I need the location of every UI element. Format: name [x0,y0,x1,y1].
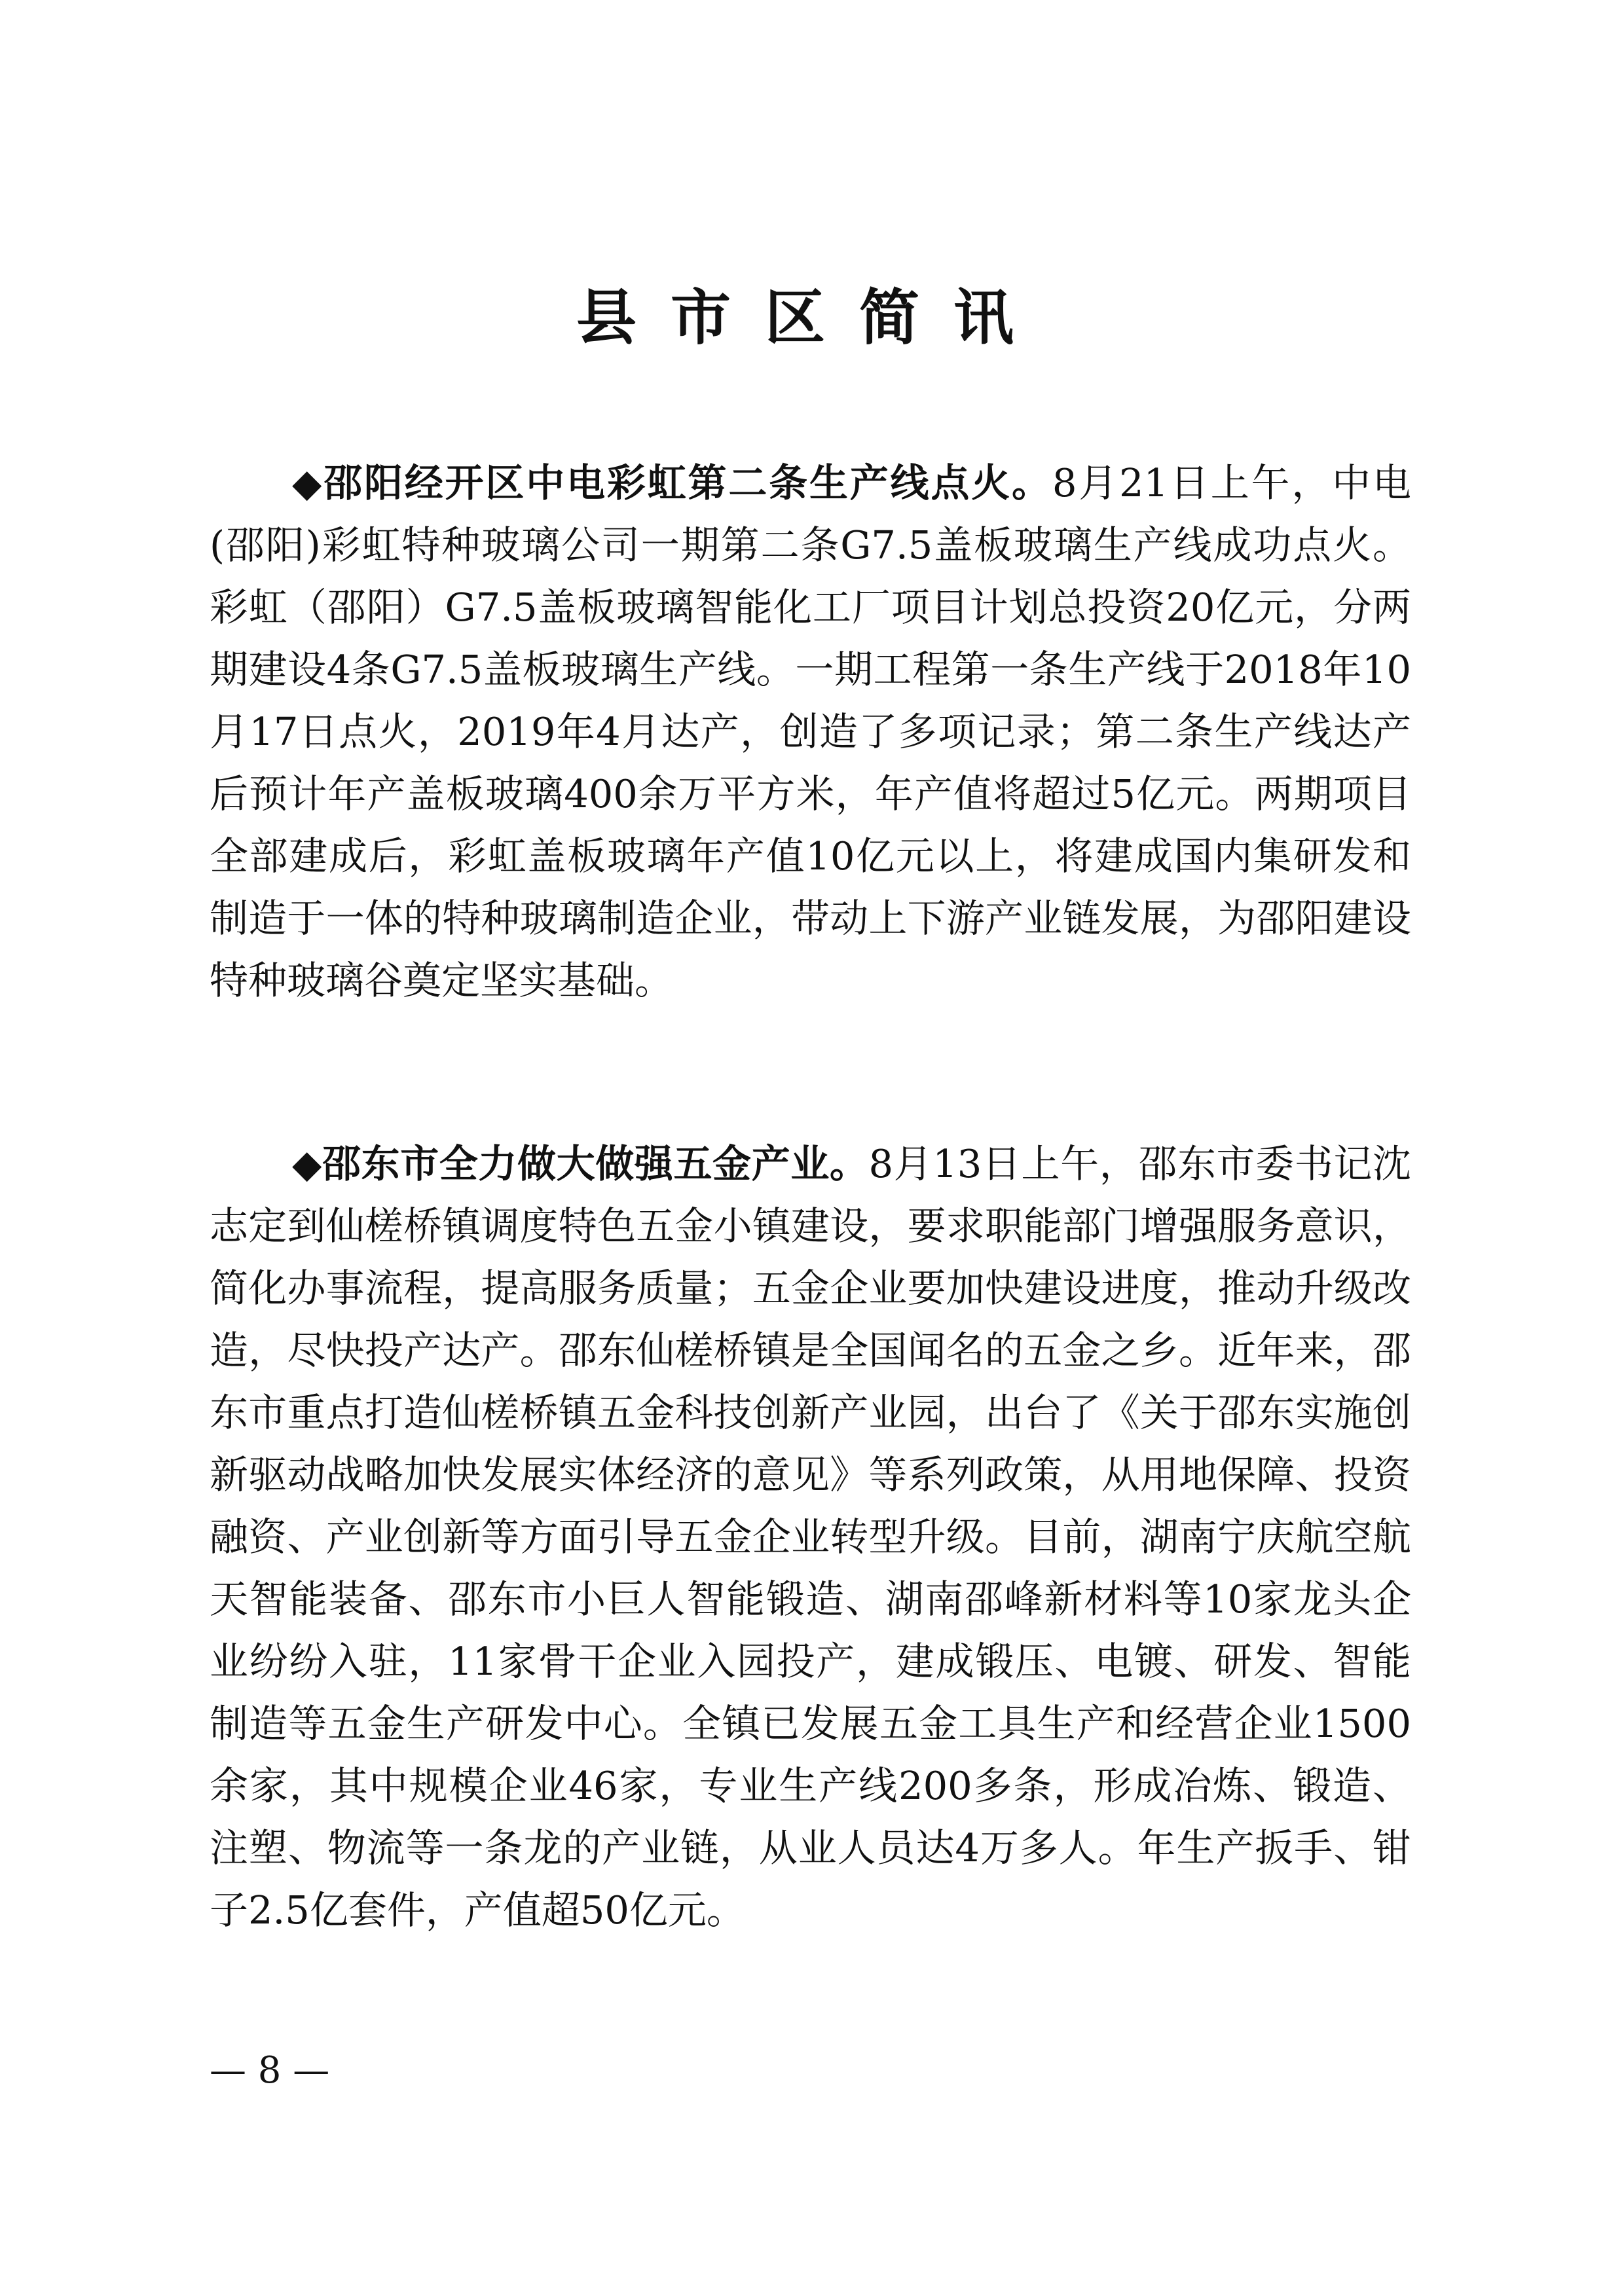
page-number: — 8 — [210,2049,330,2092]
news-body: 8月13日上午，邵东市委书记沈志定到仙槎桥镇调度特色五金小镇建设，要求职能部门增强服务意识，简化办事流程，提高服务质量；五金企业要加快建设进度，推动升级改造，尽快投产达产。邵东仙槎桥镇是全国闻名的五金之乡。近年来，邵东市重点打造仙槎桥镇五金科技创新产业园，出台了《关于邵东实施创新驱动战略加快发展实体经济的意见》等系列政策，从用地保障、投资融资、产业创新等方面引导五金企业转型升级。目前，湖南宁庆航空航天智能装备、邵东市小巨人智能锻造、湖南邵峰新材料等10家龙头企业纷纷入驻，11家骨干企业入园投产，建成锻压、电镀、研发、智能制造等五金生产研发中心。全镇已发展五金工具生产和经营企业1500余家，其中规模企业46家，专业生产线200多条，形成冶炼、锻造、注塑、物流等一条龙的产业链，从业人员达4万多人。年生产扳手、钳子2.5亿套件，产值超50亿元。 [210,1141,1411,1933]
diamond-bullet-icon: ◆ [292,1141,322,1186]
news-item-shaoyang-rainbow [210,452,1411,1011]
page-title: 县市区简讯 [576,282,1048,353]
diamond-bullet-icon: ◆ [292,460,324,505]
news-body: 8月21日上午，中电(邵阳)彩虹特种玻璃公司一期第二条G7.5盖板玻璃生产线成功点火。彩虹（邵阳）G7.5盖板玻璃智能化工厂项目计划总投资20亿元，分两期建设4条G7.5盖板玻璃生产线。一期工程第一条生产线于2018年10月17日点火，2019年4月达产，创造了多项记录；第二条生产线达产后预计年产盖板玻璃400余万平方米，年产值将超过5亿元。两期项目全部建成后，彩虹盖板玻璃年产值10亿元以上，将建成国内集研发和制造于一体的特种玻璃制造企业，带动上下游产业链发展，为邵阳建设特种玻璃谷奠定坚实基础。 [210,460,1411,1003]
news-headline: 邵阳经开区中电彩虹第二条生产线点火。 [323,460,1052,505]
news-headline: 邵东市全力做大做强五金产业。 [322,1141,869,1186]
news-item-shaodong-hardware [210,1133,1411,1941]
